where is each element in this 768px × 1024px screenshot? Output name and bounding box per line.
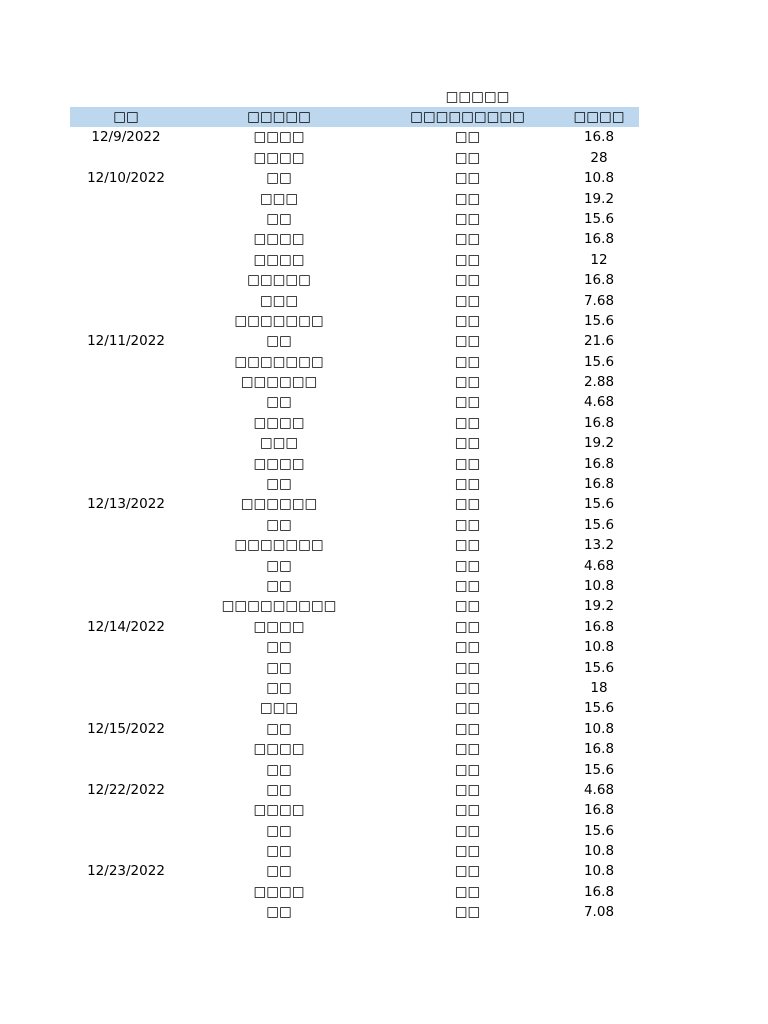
cell-date: [70, 637, 182, 657]
table-row: [70, 250, 639, 270]
sheet-title: □□□□□: [445, 89, 510, 105]
cell-unit: □□: [454, 231, 481, 248]
cell-date: [70, 535, 182, 555]
table-row: [70, 148, 639, 168]
cell-name: □□□: [259, 435, 299, 452]
cell-unit: □□: [454, 170, 481, 187]
cell-unit: □□: [454, 374, 481, 391]
cell-unit: □□: [454, 720, 481, 737]
cell-price: 16.8: [583, 802, 615, 819]
cell-date: [70, 433, 182, 453]
cell-price: 10.8: [583, 170, 615, 187]
table-row: [70, 189, 639, 209]
cell-date: [70, 352, 182, 372]
cell-name: □□□□: [253, 414, 305, 431]
cell-price: 7.68: [583, 292, 615, 309]
cell-date: [70, 474, 182, 494]
table-row: [70, 760, 639, 780]
cell-name: □□□□□□□□□: [221, 598, 337, 615]
cell-price: 7.08: [583, 904, 615, 921]
cell-price: 4.68: [583, 781, 615, 798]
cell-price: 15.6: [583, 210, 615, 227]
cell-date: 12/13/2022: [87, 496, 165, 513]
cell-price: 10.8: [583, 863, 615, 880]
cell-unit: □□: [454, 659, 481, 676]
table-row: [70, 168, 639, 188]
cell-name: □□: [266, 394, 292, 411]
table-row: [70, 658, 639, 678]
cell-name: □□: [266, 781, 292, 798]
table-row: [70, 270, 639, 290]
cell-unit: □□: [454, 863, 481, 880]
table-row: [70, 556, 639, 576]
table-row: [70, 861, 639, 881]
table-row: [70, 637, 639, 657]
table-row: [70, 229, 639, 249]
cell-name: □□□□□□□: [234, 537, 324, 554]
cell-name: □□□□□□□: [234, 353, 324, 370]
cell-date: 12/23/2022: [87, 863, 165, 880]
cell-unit: □□: [454, 210, 481, 227]
cell-price: 4.68: [583, 394, 615, 411]
cell-name: □□□□: [253, 149, 305, 166]
cell-name: □□: [266, 557, 292, 574]
cell-name: □□□□□□: [240, 374, 318, 391]
cell-name: □□□: [259, 190, 299, 207]
header-price: □□□□: [573, 109, 625, 125]
header-row: [70, 107, 639, 127]
cell-name: □□: [266, 863, 292, 880]
cell-name: □□□□: [253, 231, 305, 248]
table-row: [70, 474, 639, 494]
cell-price: 16.8: [583, 618, 615, 635]
cell-price: 28: [590, 149, 608, 166]
table-row: [70, 392, 639, 412]
cell-unit: □□: [454, 435, 481, 452]
cell-unit: □□: [454, 883, 481, 900]
cell-date: [70, 576, 182, 596]
cell-date: [70, 392, 182, 412]
cell-name: □□: [266, 679, 292, 696]
cell-date: [70, 760, 182, 780]
cell-unit: □□: [454, 353, 481, 370]
cell-unit: □□: [454, 292, 481, 309]
table-row: [70, 678, 639, 698]
cell-price: 15.6: [583, 516, 615, 533]
header-unit: □□□□□□□□□: [410, 109, 525, 125]
cell-price: 15.6: [583, 312, 615, 329]
cell-name: □□□□: [253, 741, 305, 758]
cell-date: [70, 800, 182, 820]
spreadsheet: [70, 87, 639, 923]
cell-date: [70, 841, 182, 861]
cell-price: 10.8: [583, 843, 615, 860]
table-row: [70, 882, 639, 902]
cell-name: □□: [266, 639, 292, 656]
cell-unit: □□: [454, 700, 481, 717]
table-row: [70, 596, 639, 616]
cell-name: □□: [266, 170, 292, 187]
cell-date: [70, 556, 182, 576]
cell-date: [70, 229, 182, 249]
cell-name: □□□□□□: [240, 496, 318, 513]
cell-unit: □□: [454, 251, 481, 268]
cell-price: 13.2: [583, 537, 615, 554]
cell-unit: □□: [454, 496, 481, 513]
cell-date: [70, 372, 182, 392]
cell-price: 15.6: [583, 822, 615, 839]
cell-name: □□: [266, 659, 292, 676]
cell-unit: □□: [454, 394, 481, 411]
cell-unit: □□: [454, 577, 481, 594]
cell-price: 15.6: [583, 496, 615, 513]
cell-name: □□□□: [253, 883, 305, 900]
cell-date: [70, 698, 182, 718]
table-row: [70, 515, 639, 535]
cell-unit: □□: [454, 822, 481, 839]
table-row: [70, 127, 639, 147]
cell-price: 19.2: [583, 598, 615, 615]
cell-price: 19.2: [583, 190, 615, 207]
cell-date: [70, 209, 182, 229]
cell-price: 16.8: [583, 129, 615, 146]
cell-price: 2.88: [583, 374, 615, 391]
cell-date: [70, 596, 182, 616]
cell-unit: □□: [454, 761, 481, 778]
cell-name: □□: [266, 210, 292, 227]
cell-price: 10.8: [583, 639, 615, 656]
cell-unit: □□: [454, 414, 481, 431]
table-row: [70, 719, 639, 739]
cell-date: 12/9/2022: [91, 129, 161, 146]
cell-name: □□: [266, 843, 292, 860]
table-body: [70, 127, 639, 922]
cell-date: [70, 148, 182, 168]
cell-unit: □□: [454, 679, 481, 696]
table-row: [70, 617, 639, 637]
cell-date: [70, 413, 182, 433]
table-row: [70, 902, 639, 922]
cell-unit: □□: [454, 557, 481, 574]
table-row: [70, 800, 639, 820]
table-row: [70, 311, 639, 331]
cell-date: 12/22/2022: [87, 781, 165, 798]
header-date: □□: [113, 109, 139, 125]
cell-name: □□□□: [253, 129, 305, 146]
cell-unit: □□: [454, 639, 481, 656]
cell-name: □□: [266, 577, 292, 594]
cell-name: □□: [266, 476, 292, 493]
title-row: [70, 87, 639, 107]
table-row: [70, 576, 639, 596]
cell-unit: □□: [454, 537, 481, 554]
table-row: [70, 352, 639, 372]
cell-price: 16.8: [583, 476, 615, 493]
table-row: [70, 494, 639, 514]
cell-price: 12: [590, 251, 608, 268]
cell-unit: □□: [454, 516, 481, 533]
cell-name: □□□□: [253, 251, 305, 268]
cell-price: 16.8: [583, 231, 615, 248]
cell-unit: □□: [454, 618, 481, 635]
cell-unit: □□: [454, 190, 481, 207]
table-row: [70, 331, 639, 351]
cell-date: [70, 821, 182, 841]
cell-unit: □□: [454, 598, 481, 615]
cell-unit: □□: [454, 904, 481, 921]
cell-price: 15.6: [583, 761, 615, 778]
cell-price: 15.6: [583, 659, 615, 676]
cell-unit: □□: [454, 843, 481, 860]
cell-name: □□□□: [253, 618, 305, 635]
cell-unit: □□: [454, 741, 481, 758]
table-row: [70, 291, 639, 311]
table-row: [70, 535, 639, 555]
cell-price: 16.8: [583, 272, 615, 289]
cell-price: 4.68: [583, 557, 615, 574]
table-row: [70, 454, 639, 474]
table-row: [70, 413, 639, 433]
cell-unit: □□: [454, 272, 481, 289]
cell-price: 16.8: [583, 414, 615, 431]
cell-name: □□□□: [253, 802, 305, 819]
cell-unit: □□: [454, 455, 481, 472]
cell-name: □□□: [259, 292, 299, 309]
cell-name: □□□: [259, 700, 299, 717]
table-row: [70, 433, 639, 453]
cell-price: 16.8: [583, 883, 615, 900]
table-row: [70, 739, 639, 759]
cell-date: [70, 189, 182, 209]
cell-name: □□□□□□□: [234, 312, 324, 329]
cell-price: 10.8: [583, 577, 615, 594]
cell-unit: □□: [454, 802, 481, 819]
cell-price: 15.6: [583, 353, 615, 370]
cell-name: □□: [266, 822, 292, 839]
cell-date: 12/11/2022: [87, 333, 165, 350]
cell-date: 12/15/2022: [87, 720, 165, 737]
cell-date: [70, 678, 182, 698]
cell-date: [70, 882, 182, 902]
cell-unit: □□: [454, 312, 481, 329]
table-row: [70, 698, 639, 718]
cell-date: 12/14/2022: [87, 618, 165, 635]
cell-unit: □□: [454, 333, 481, 350]
table-row: [70, 841, 639, 861]
cell-price: 16.8: [583, 455, 615, 472]
cell-unit: □□: [454, 129, 481, 146]
cell-price: 21.6: [583, 333, 615, 350]
cell-name: □□□□□: [247, 272, 311, 289]
cell-price: 19.2: [583, 435, 615, 452]
cell-price: 10.8: [583, 720, 615, 737]
cell-date: [70, 454, 182, 474]
cell-date: [70, 739, 182, 759]
cell-date: [70, 311, 182, 331]
cell-date: [70, 658, 182, 678]
cell-price: 18: [590, 679, 608, 696]
cell-date: [70, 291, 182, 311]
cell-date: [70, 250, 182, 270]
cell-name: □□: [266, 516, 292, 533]
cell-name: □□: [266, 904, 292, 921]
cell-date: [70, 902, 182, 922]
cell-unit: □□: [454, 476, 481, 493]
cell-name: □□: [266, 761, 292, 778]
cell-unit: □□: [454, 781, 481, 798]
table-row: [70, 209, 639, 229]
cell-name: □□: [266, 720, 292, 737]
cell-date: [70, 270, 182, 290]
cell-name: □□□□: [253, 455, 305, 472]
header-name: □□□□□: [247, 109, 311, 125]
cell-name: □□: [266, 333, 292, 350]
cell-price: 15.6: [583, 700, 615, 717]
cell-date: [70, 515, 182, 535]
table-row: [70, 372, 639, 392]
table-row: [70, 821, 639, 841]
cell-price: 16.8: [583, 741, 615, 758]
cell-unit: □□: [454, 149, 481, 166]
table-row: [70, 780, 639, 800]
cell-date: 12/10/2022: [87, 170, 165, 187]
